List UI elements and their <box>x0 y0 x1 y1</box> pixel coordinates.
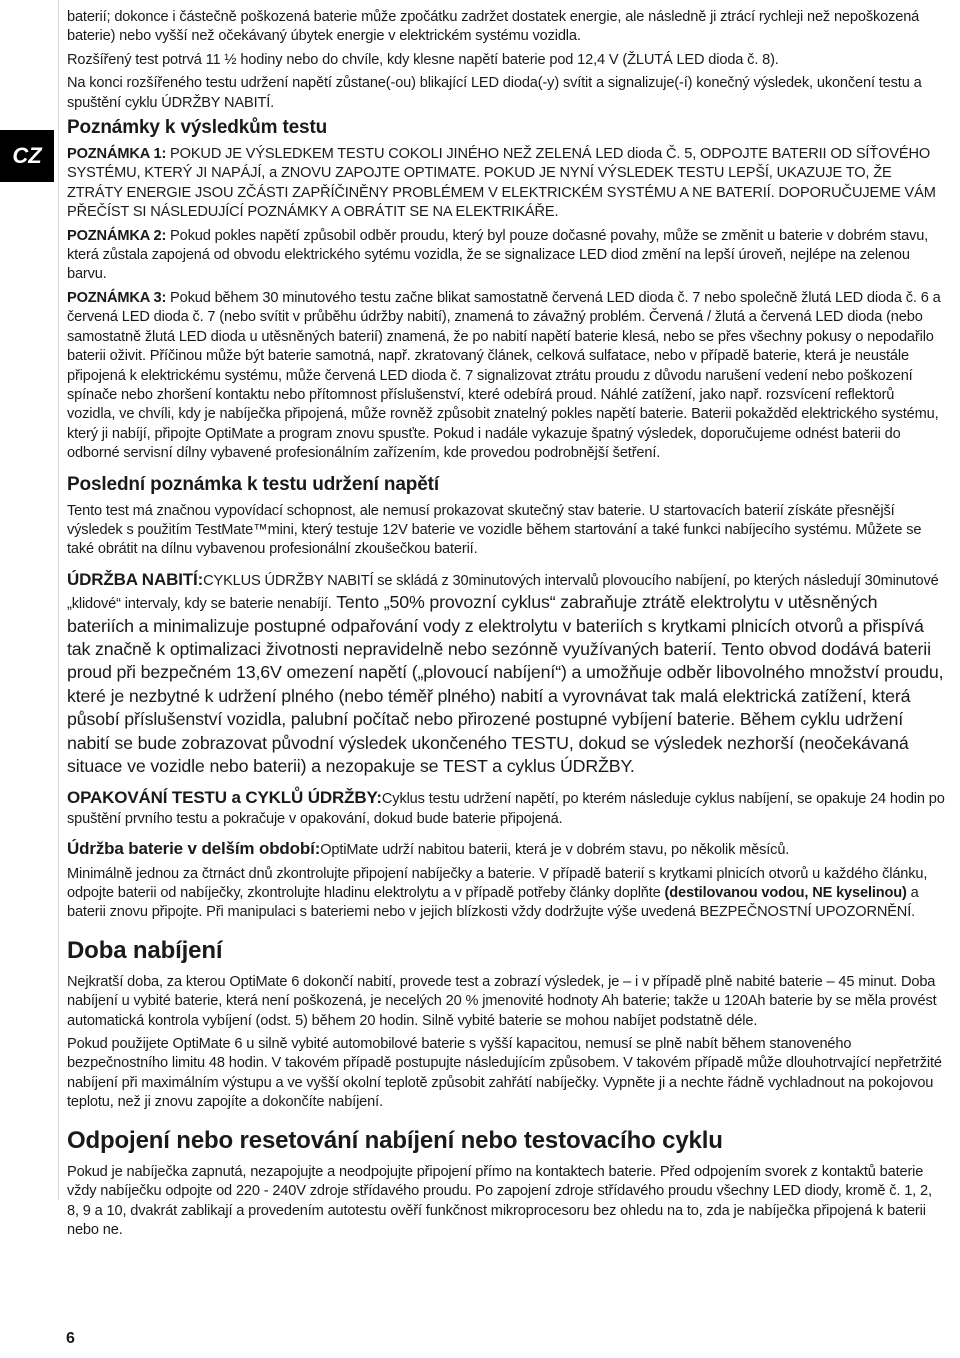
long-term-text: OptiMate udrží nabitou baterii, která je v dobrém stavu, po několik měsíců. <box>320 842 790 859</box>
note-2-label: POZNÁMKA 2: <box>67 227 167 244</box>
intro-paragraph-2: Rozšířený test potrvá 11 ½ hodiny nebo do chvíle, kdy klesne napětí baterie pod 12,4 V (ŽLUTÁ LED dioda č. 8). <box>67 51 779 68</box>
heading-last-note: Poslední poznámka k testu udržení napětí <box>67 473 439 495</box>
maintenance-paragraph <box>67 570 945 779</box>
maintenance-text-small: CYKLUS ÚDRŽBY NABITÍ se skládá z 30minutových intervalů plovoucího nabíjení, po kterých následují 30minutové „klidové“ intervaly, kdy se baterie nenabíjí. <box>67 572 939 613</box>
note-2-text: Pokud pokles napětí způsobil odběr proudu, který byl pouze dočasné povahy, může se změnit u baterie v dobrém stavu, která zůstala zapojená od obvodu elektrického sytému vozidla, že se signalizace LED diod změní na lepší úroveň, nejlépe na zelenou barvu. <box>67 227 929 283</box>
repeat-label: OPAKOVÁNÍ TESTU a CYKLŮ ÚDRŽBY: <box>67 788 382 808</box>
charge-time-paragraph-1: Nejkratší doba, za kterou OptiMate 6 dokončí nabití, provede test a zobrazí výsledek, je – i v případě plně nabité baterie – 45 minut. Doba nabíjení u vybité baterie, která není poškozená, je necelých 20 % jmenovité hodnoty Ah baterie; takže u 120Ah baterie by se měla provést automatická kontrola vybíjení (odst. 5) během 20 hodin. Silně vybité baterie se mohou nabíjet podstatně déle. <box>67 973 937 1029</box>
heading-test-notes: Poznámky k výsledkům testu <box>67 117 328 139</box>
note-3-text: Pokud během 30 minutového testu začne blikat samostatně červená LED dioda č. 7 nebo společně žlutá LED dioda č. 6 a červená LED dioda č. 7 (nebo svítit v průběhu údržby nabití), znamená to závažný problém. Červená / žlutá a červená LED dioda (nebo samostatně žlutá LED dioda u utěsněných baterií) znamená, že po nabití napětí baterie klesá, nebo se přes všechny pokusy o nepodařilo baterii oživit. Příčinou může být baterie samotná, např. zkratovaný článek, celková sulfatace, nebo v případě baterie, která je neustále připojená k elektrickému systému, může červená LED dioda č. 7 signalizovat ztrátu proudu z důvodu narušení vedení nebo poškození spínače nebo zhoršení kontaktu nebo přítomnost příslušenství, které odebírá proud. Náhlé zatížení, jako např. rozsvícení reflektorů vozidla, ve chvíli, kdy je nabíječka připojená, může rovněž způsobit znatelný pokles napětí baterie. Baterii pokažděd elektrického systému, který ji nabíjí, připojte OptiMate a program znovu spusťte. Pokud i nadále vykazuje špatný výsledek, doporučujeme odnést baterii do odborné servisní dílny vybavené profesionálním zařízením, kde provedou podrobnější šetření. <box>67 289 941 462</box>
note-3 <box>67 289 945 464</box>
heading-disconnect: Odpojení nebo resetování nabíjení nebo testovacího cyklu <box>67 1126 723 1154</box>
note-3-label: POZNÁMKA 3: <box>67 289 167 306</box>
last-note-paragraph: Tento test má značnou vypovídací schopnost, ale nemusí prokazovat skutečný stav baterie. U startovacích baterií získáte přesnější výsledek s použitím TestMate™mini, který testuje 12V baterie ve vozidle během startování a také funkci nabíjecího systému. Můžete se také obrátit na dílnu vybavenou profesionální zkoušečkou baterií. <box>67 502 922 558</box>
long-term-text-b: a baterii znovu připojte. Při manipulaci s bateriemi nebo v jejich blízkosti vždy dodržujte výše uvedená BEZPEČNOSTNÍ UPOZORNĚNÍ. <box>67 885 919 921</box>
distilled-water-note: (destilovanou vodou, NE kyselinou) <box>664 885 907 902</box>
note-1-label: POZNÁMKA 1: <box>67 146 167 163</box>
long-term-paragraph <box>67 839 945 860</box>
note-2 <box>67 227 945 285</box>
long-term-label: Údržba baterie v delším období: <box>67 839 321 859</box>
intro-paragraph-1: baterií; dokonce i částečně poškozená baterie může zpočátku zadržet dostatek energie, ale následně ji ztrácí rychleji než nepoškozená baterie) nebo vyšší než očekávaný úbytek energie v elektrickém systému vozidla. <box>67 9 920 45</box>
repeat-paragraph <box>67 788 945 829</box>
page-content <box>67 8 945 1244</box>
heading-charge-time: Doba nabíjení <box>67 936 223 964</box>
language-tab: CZ <box>0 130 54 182</box>
note-1-text: POKUD JE VÝSLEDKEM TESTU COKOLI JINÉHO NEŽ ZELENÁ LED dioda Č. 5, ODPOJTE BATERII OD SÍŤOVÉHO SYSTÉMU, KTERÝ JI NAPÁJÍ, a ZNOVU ZAPOJTE OPTIMATE. POKUD JE NYNÍ VÝSLEDEK TESTU LEPŠÍ, UKAZUJE TO, ŽE ZTRÁTY ENERGIE JSOU ZČÁSTI ZAPŘÍČINĚNY PROBLÉMEM V ELEKTRICKÉM SYSTÉMU A NE BATERIÍ. DOPORUČUJEME VÁM PŘEČÍST SI NÁSLEDUJÍCÍ POZNÁMKY A OBRÁTIT SE NA ELEKTRIKÁŘE. <box>67 146 936 221</box>
side-margin <box>0 0 54 1358</box>
intro-paragraph-3: Na konci rozšířeného testu udržení napětí zůstane(-ou) blikající LED dioda(-y) svítit a signalizuje(-í) konečný výsledek, ukončení testu a spuštění cyklu ÚDRŽBY NABITÍ. <box>67 75 922 111</box>
maintenance-label: ÚDRŽBA NABITÍ: <box>67 569 204 589</box>
long-term-text-a: Minimálně jednou za čtrnáct dnů zkontrolujte připojení nabíječky a baterie. V případě baterií s krytkami plnicích otvorů u každého článku, odpojte baterii od nabíječky, zkontrolujte hladinu elektrolytu a v případě potřeby články doplňte <box>67 865 928 902</box>
repeat-text: Cyklus testu udržení napětí, po kterém následuje cyklus nabíjení, se opakuje 24 hodin po spuštění prvního testu a pokračuje v opakování, dokud bude baterie připojená. <box>67 791 945 827</box>
long-term-paragraph-2 <box>67 865 945 923</box>
maintenance-text-large: Tento „50% provozní cyklus“ zabraňuje ztrátě elektrolytu v utěsněných bateriích a minimalizuje postupné odpařování vody z elektrolytu v bateriích s krytkami plnicích otvorů a přispívá tak značně k optimalizaci životnosti nepravidelně nebo sezónně využívaných baterií. Tento obvod dodává baterii proud při bezpečném 13,6V omezení napětí („plovoucí nabíjení“) a umožňuje odběr libovolného množství proudu, které je nezbytné k udržení plného (nebo téměř plného) nabití a vyrovnávat tak malá elektrická zatížení, která působí příslušenství vozidla, palubní počítač nebo přirozené postupné vybíjení baterie. Během cyklu udržení nabití se bude zobrazovat původní výsledek ukončeného TESTU, dokud se výsledek nezhorší (neočekávaná situace ve vozidle nebo baterii) a nezopakuje se TEST a cyklus ÚDRŽBY. <box>67 592 944 776</box>
margin-rule <box>58 0 59 1200</box>
page-number: 6 <box>66 1330 75 1347</box>
note-1 <box>67 145 945 223</box>
disconnect-paragraph: Pokud je nabíječka zapnutá, nezapojujte a neodpojujte připojení přímo na kontaktech baterie. Před odpojením svorek z kontaktů baterie vždy nabíječku odpojte od 220 - 240V zdroje střídavého proudu. Po zapojení zdroje střídavého proudu všechny LED diody, kromě č. 1, 2, 8, 9 a 10, dvakrát zablikají a provedením autotestu ověří funkčnost mikroprocesoru bez ohledu na to, zda je nabíječka připojená k baterii nebo ne. <box>67 1163 932 1238</box>
charge-time-paragraph-2: Pokud použijete OptiMate 6 u silně vybité automobilové baterie s vyšší kapacitou, nemusí se plně nabít během stanoveného bezpečnostního limitu 48 hodin. V takovém případě postupujte následujícím způsobem. V takovém případě může dlouhotrvající nepřetržité nabíjení při maximálním výstupu a ve vyšší okolní teplotě způsobit zahřátí nabíječky. Vypněte ji a nechte řádně vychladnout na pokojovou teplotu, než ji znovu zapojíte a dokončíte nabíjení. <box>67 1036 942 1111</box>
